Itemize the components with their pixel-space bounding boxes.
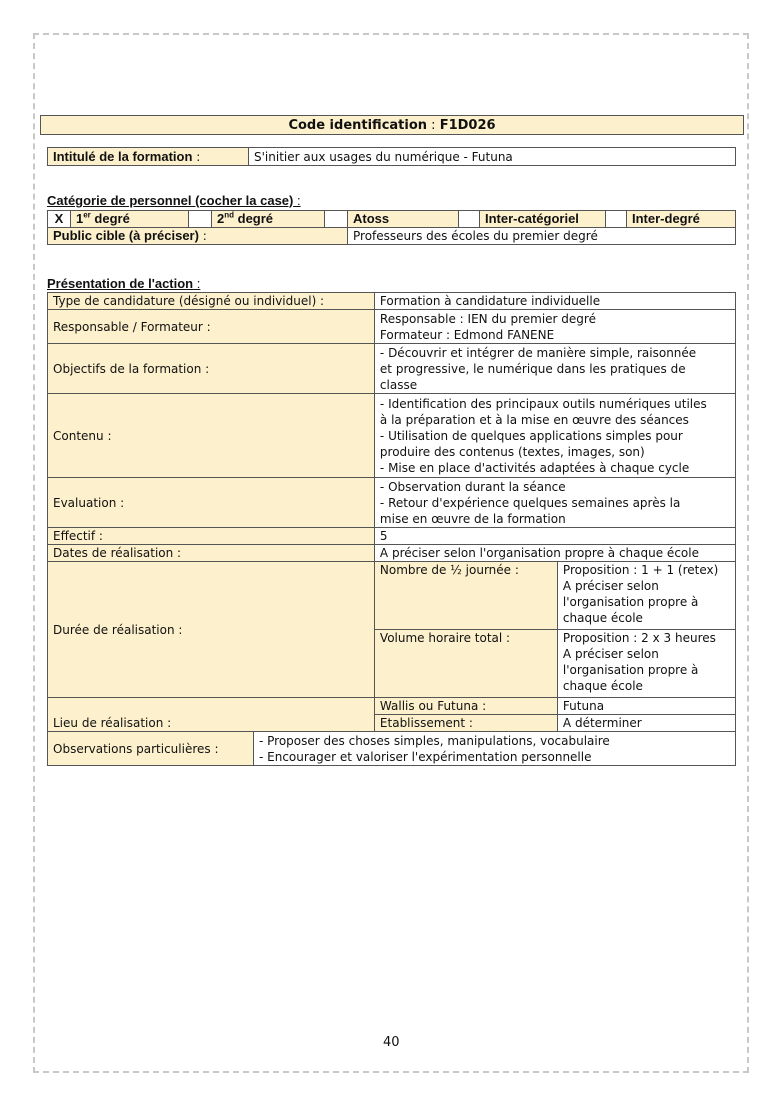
presentation-title bbox=[47, 276, 200, 291]
public-cible-value: Professeurs des écoles du premier degré bbox=[348, 228, 736, 245]
responsable-line: Responsable : IEN du premier degré bbox=[379, 311, 596, 326]
responsable-label: Responsable / Formateur : bbox=[48, 310, 375, 344]
contenu-line: produire des contenus (textes, images, son) bbox=[379, 444, 645, 459]
effectif-value: 5 bbox=[374, 528, 735, 545]
code-identification-label: Code identification bbox=[288, 118, 428, 133]
demi-journee-value bbox=[557, 562, 735, 630]
code-identification-value: F1D026 bbox=[439, 118, 496, 133]
intitule-table bbox=[47, 147, 736, 166]
wallis-value: Futuna bbox=[557, 698, 735, 715]
presentation-title-sep: : bbox=[193, 276, 201, 291]
lieu-label: Lieu de réalisation : bbox=[48, 698, 375, 732]
contenu-line: à la préparation et à la mise en œuvre des séances bbox=[379, 412, 689, 427]
observations-line: - Encourager et valoriser l'expérimentation personnelle bbox=[259, 749, 592, 764]
wallis-label: Wallis ou Futuna : bbox=[374, 698, 557, 715]
dates-value: A préciser selon l'organisation propre à chaque école bbox=[374, 545, 735, 562]
checkbox-atoss[interactable] bbox=[325, 211, 348, 228]
etablissement-value: A déterminer bbox=[557, 715, 735, 732]
responsable-value bbox=[374, 310, 735, 344]
code-identification-box bbox=[40, 115, 744, 135]
option-1er-degre: 1er degré bbox=[71, 211, 189, 228]
intitule-value: S'initier aux usages du numérique - Futuna bbox=[249, 148, 736, 166]
evaluation-line: - Observation durant la séance bbox=[379, 479, 566, 494]
demi-journee-line: A préciser selon bbox=[562, 579, 659, 593]
checkbox-inter-categoriel[interactable] bbox=[459, 211, 480, 228]
evaluation-value bbox=[374, 478, 735, 528]
demi-journee-label: Nombre de ½ journée : bbox=[374, 562, 557, 630]
page-number: 40 bbox=[383, 1035, 400, 1050]
objectifs-line: classe bbox=[379, 377, 418, 392]
public-cible-label: Public cible (à préciser) bbox=[53, 228, 199, 243]
categorie-title-text: Catégorie de personnel (cocher la case) bbox=[47, 193, 294, 208]
code-separator: : bbox=[427, 118, 440, 133]
observations-line: - Proposer des choses simples, manipulations, vocabulaire bbox=[259, 733, 610, 748]
checkbox-2nd-degre[interactable] bbox=[189, 211, 212, 228]
presentation-table bbox=[47, 292, 736, 766]
categorie-table bbox=[47, 210, 736, 245]
type-candidature-label: Type de candidature (désigné ou individuel) : bbox=[48, 293, 375, 310]
categorie-title bbox=[47, 193, 301, 208]
volume-horaire-value bbox=[557, 630, 735, 698]
volume-line: l'organisation propre à bbox=[562, 663, 699, 677]
option-2nd-degre: 2nd degré bbox=[212, 211, 325, 228]
option-atoss: Atoss bbox=[348, 211, 459, 228]
effectif-label: Effectif : bbox=[48, 528, 375, 545]
dates-label: Dates de réalisation : bbox=[48, 545, 375, 562]
categorie-title-sep: : bbox=[293, 193, 301, 208]
demi-journee-line: l'organisation propre à bbox=[562, 595, 699, 609]
objectifs-value bbox=[374, 344, 735, 394]
option-inter-categoriel: Inter-catégoriel bbox=[480, 211, 606, 228]
public-cible-label-cell bbox=[48, 228, 348, 245]
checkbox-inter-degre[interactable] bbox=[606, 211, 627, 228]
demi-journee-line: chaque école bbox=[562, 611, 643, 625]
evaluation-line: - Retour d'expérience quelques semaines après la bbox=[379, 495, 681, 510]
contenu-line: - Utilisation de quelques applications simples pour bbox=[379, 428, 683, 443]
objectifs-label: Objectifs de la formation : bbox=[48, 344, 375, 394]
volume-line: chaque école bbox=[562, 679, 643, 693]
presentation-title-text: Présentation de l'action bbox=[47, 276, 194, 291]
volume-horaire-label: Volume horaire total : bbox=[374, 630, 557, 698]
intitule-sep: : bbox=[192, 149, 201, 164]
duree-label: Durée de réalisation : bbox=[48, 562, 375, 698]
objectifs-line: - Découvrir et intégrer de manière simple, raisonnée bbox=[379, 345, 697, 360]
objectifs-line: et progressive, le numérique dans les pratiques de bbox=[379, 361, 686, 376]
contenu-line: - Mise en place d'activités adaptées à chaque cycle bbox=[379, 460, 690, 475]
observations-label: Observations particulières : bbox=[48, 732, 254, 766]
contenu-value bbox=[374, 394, 735, 478]
evaluation-line: mise en œuvre de la formation bbox=[379, 511, 566, 526]
volume-line: A préciser selon bbox=[562, 647, 659, 661]
demi-journee-line: Proposition : 1 + 1 (retex) bbox=[562, 563, 719, 577]
intitule-label: Intitulé de la formation bbox=[53, 148, 193, 164]
evaluation-label: Evaluation : bbox=[48, 478, 375, 528]
checkbox-1er-degre[interactable]: X bbox=[48, 211, 71, 228]
public-cible-sep: : bbox=[198, 229, 207, 243]
observations-value bbox=[254, 732, 736, 766]
etablissement-label: Etablissement : bbox=[374, 715, 557, 732]
option-inter-degre: Inter-degré bbox=[627, 211, 736, 228]
volume-line: Proposition : 2 x 3 heures bbox=[562, 631, 716, 645]
contenu-label: Contenu : bbox=[48, 394, 375, 478]
type-candidature-value: Formation à candidature individuelle bbox=[374, 293, 735, 310]
intitule-label-cell bbox=[48, 148, 249, 166]
contenu-line: - Identification des principaux outils numériques utiles bbox=[379, 396, 707, 411]
formateur-line: Formateur : Edmond FANENE bbox=[379, 327, 555, 342]
